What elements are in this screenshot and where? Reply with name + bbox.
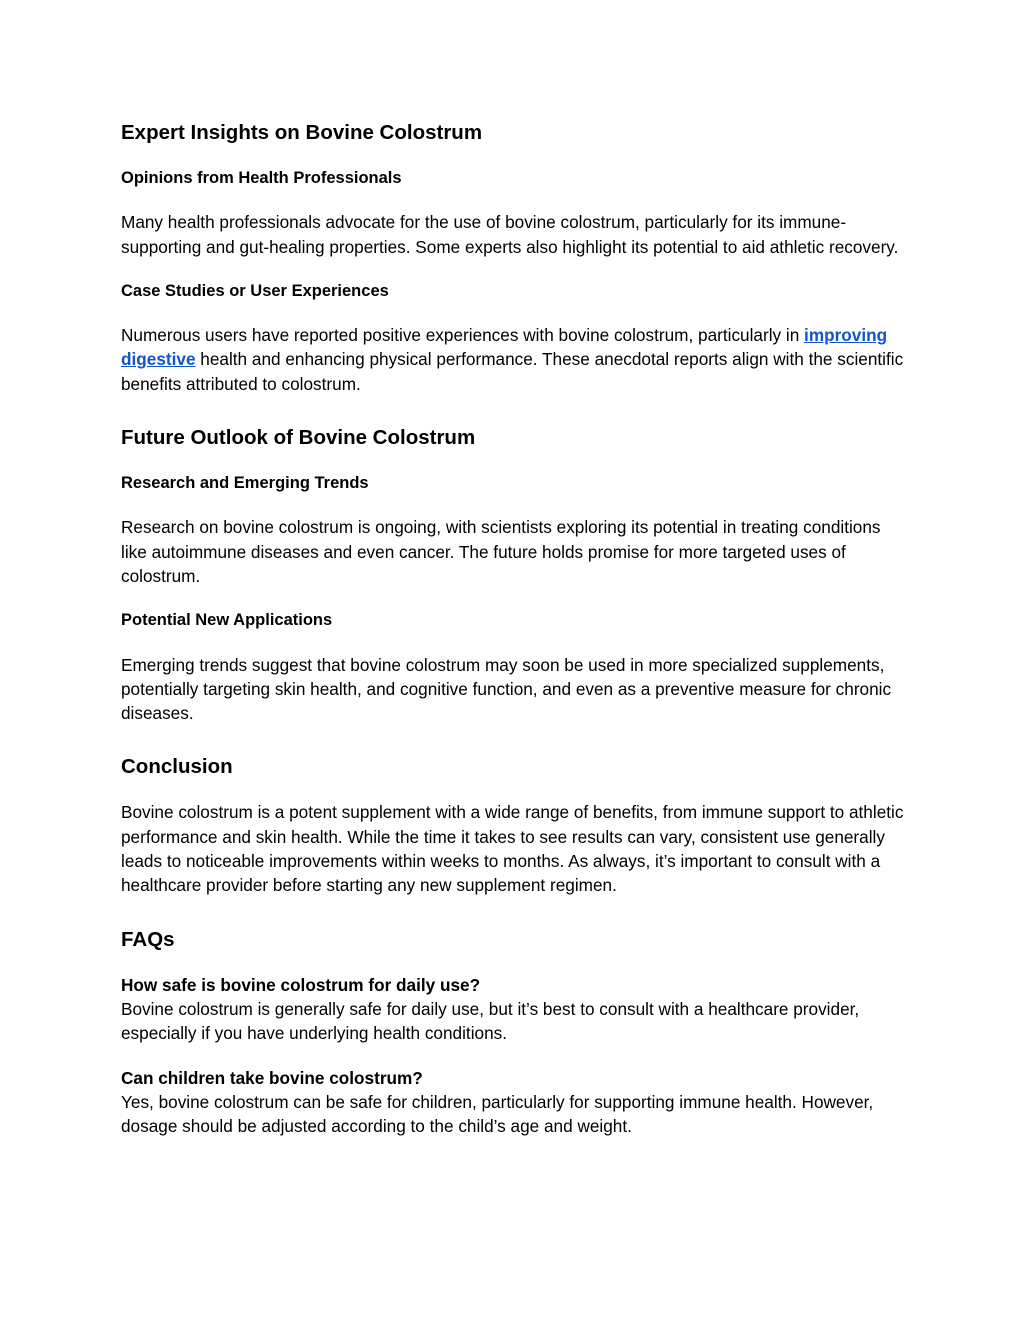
paragraph-research: Research on bovine colostrum is ongoing, with scientists exploring its potential in treating conditions like autoimmune diseases and even cancer. The future holds promise for more targeted uses of colostrum. [121, 517, 881, 586]
faq-item [121, 973, 906, 1046]
subheading-potential-applications: Potential New Applications [121, 611, 333, 630]
faq-answer: Yes, bovine colostrum can be safe for children, particularly for supporting immune health. However, dosage should be adjusted according to the child’s age and weight. [121, 1091, 874, 1137]
faq-answer: Bovine colostrum is generally safe for daily use, but it’s best to consult with a healthcare provider, especially if you have underlying health conditions. [121, 998, 860, 1044]
subheading-research: Research and Emerging Trends [121, 474, 369, 493]
faq-item [121, 1066, 906, 1139]
section-heading-faqs: FAQs [121, 927, 175, 951]
subheading-opinions: Opinions from Health Professionals [121, 169, 402, 187]
faq-question: Can children take bovine colostrum? [121, 1067, 423, 1088]
section-heading-future-outlook: Future Outlook of Bovine Colostrum [121, 426, 476, 450]
faq-question: How safe is bovine colostrum for daily use? [121, 974, 481, 995]
section-heading-expert-insights: Expert Insights on Bovine Colostrum [121, 121, 483, 144]
document-page [121, 118, 906, 1138]
subheading-case-studies: Case Studies or User Experiences [121, 281, 389, 300]
paragraph-potential-applications: Emerging trends suggest that bovine colostrum may soon be used in more specialized supplements, potentially targeting skin health, and cognitive function, and even as a preventive measure for chronic diseases. [121, 654, 892, 724]
case-text-after: health and enhancing physical performance. These anecdotal reports align with the scientific benefits attributed to colostrum. [121, 349, 904, 394]
paragraph-conclusion: Bovine colostrum is a potent supplement with a wide range of benefits, from immune support to athletic performance and skin health. While the time it takes to see results can vary, consistent use generally leads to noticeable improvements within weeks to months. As always, it’s important to consult with a healthcare provider before starting any new supplement regimen. [121, 802, 904, 896]
improving-digestive-link[interactable]: improving digestive [121, 325, 888, 370]
paragraph-opinions: Many health professionals advocate for the use of bovine colostrum, particularly for its immune-supporting and gut-healing properties. Some experts also highlight its potential to aid athletic recovery. [121, 212, 899, 257]
section-heading-conclusion: Conclusion [121, 755, 233, 779]
case-text-before: Numerous users have reported positive experiences with bovine colostrum, particularly in [121, 325, 805, 346]
paragraph-case-studies [121, 323, 906, 396]
